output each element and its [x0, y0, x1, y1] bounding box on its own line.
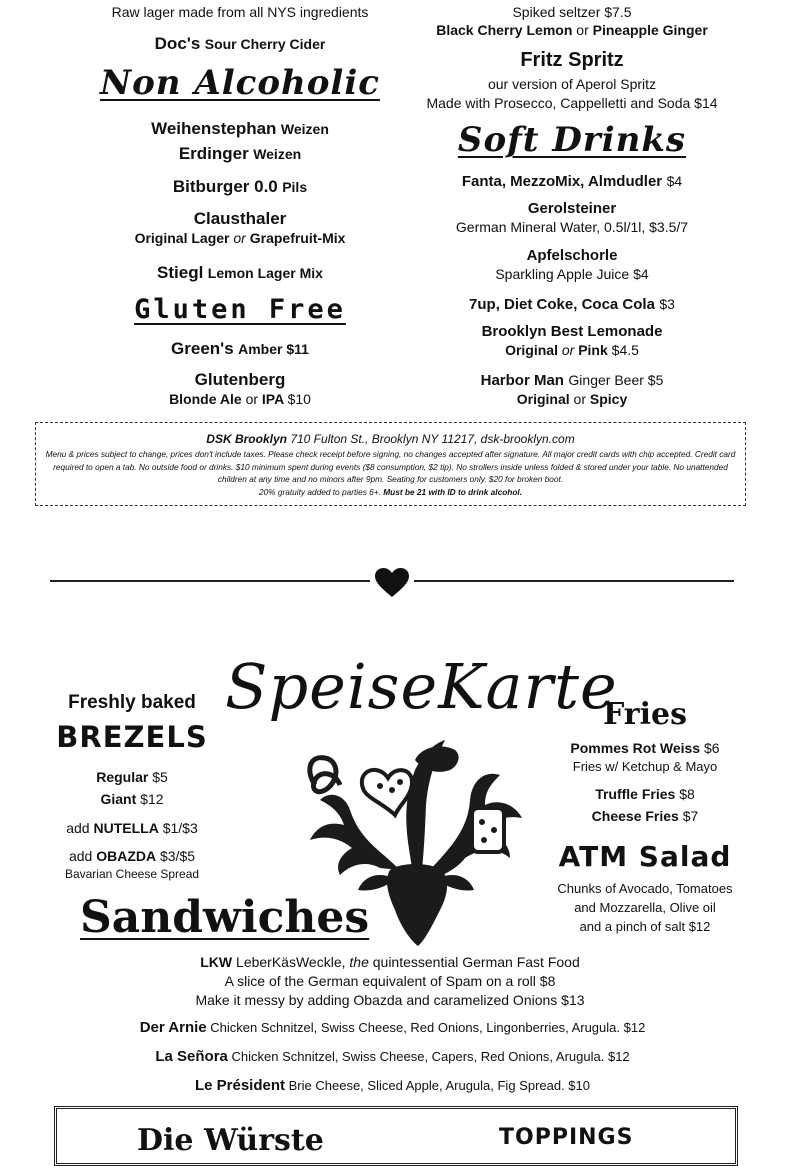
- item-desc: Chicken Schnitzel, Swiss Cheese, Red Onions, Lingonberries, Arugula. $12: [210, 1020, 646, 1035]
- brezels-kicker: Freshly baked: [68, 692, 196, 713]
- fries-heading: Fries: [603, 697, 687, 732]
- item-desc: quintessential German Fast Food: [372, 954, 580, 970]
- salad-line: Chunks of Avocado, Tomatoes: [557, 881, 733, 896]
- lkw-line-2: A slice of the German equivalent of Spam on a roll $8: [224, 973, 556, 989]
- toppings-heading: TOPPINGS: [499, 1125, 634, 1150]
- gratuity-text: 20% gratuity added to parties 6+.: [258, 486, 381, 497]
- item-name: Truffle Fries: [595, 786, 676, 802]
- salad-line: and Mozzarella, Olive oil: [574, 900, 716, 915]
- item-desc: Brie Cheese, Sliced Apple, Arugula, Fig Spread. $10: [288, 1078, 590, 1093]
- item-desc: German Mineral Water, 0.5l/1l, $3.5/7: [455, 219, 689, 235]
- item-desc: Chicken Schnitzel, Swiss Cheese, Capers, Red Onions, Arugula. $12: [231, 1049, 630, 1064]
- notice-text: Menu & prices subject to change, prices don't include taxes. Please check receipt before signing, no changes accepted after signature. All major credit cards with chip accepted. Credit card required to open a tab. No outside food or drinks. $10 minimum spent during events ($8 consumption, $2 tip). No strollers inside unless folded & stored under your table. No unattended children at any time and no minors after 9pm. Seating for customers only. $20 for broken boot.: [45, 449, 736, 484]
- option-b: Spicy: [589, 391, 628, 407]
- notice-header: [36, 432, 745, 446]
- item-options: [372, 390, 772, 408]
- fritz-spritz-name: Fritz Spritz: [520, 49, 624, 71]
- item-name: Bitburger 0.0: [172, 177, 278, 196]
- item-name: Glutenberg: [194, 370, 286, 389]
- divider-left: [50, 580, 370, 582]
- menu-item-pommes: [540, 739, 750, 757]
- seltzer-line: Spiked seltzer $7.5: [512, 4, 632, 20]
- or-label: or: [233, 230, 246, 246]
- item-desc: Weizen: [280, 121, 329, 137]
- flavor-b: Pineapple Ginger: [592, 22, 708, 38]
- item-name: Giant: [100, 791, 137, 807]
- heart-icon: [375, 568, 409, 598]
- item-desc: Weizen: [253, 146, 302, 162]
- notice-box: [35, 422, 746, 506]
- item-name: Le Président: [194, 1077, 286, 1094]
- price: $1/$3: [162, 820, 198, 836]
- item-desc: Sour Cherry Cider: [204, 36, 326, 52]
- brezels-heading: BREZELS: [56, 720, 208, 754]
- item-name: OBAZDA: [96, 848, 157, 864]
- item-desc-emph: the: [349, 954, 369, 970]
- option-a: Original: [516, 391, 570, 407]
- item-name: Stiegl: [157, 263, 204, 282]
- item-desc: Sparkling Apple Juice $4: [495, 266, 649, 282]
- menu-item-lkw: [90, 953, 690, 1010]
- item-name: La Señora: [155, 1048, 228, 1065]
- fritz-desc-2: Made with Prosecco, Cappelletti and Soda $14: [426, 95, 718, 111]
- menu-item-gerolsteiner: [372, 200, 772, 236]
- item-name: 7up, Diet Coke, Coca Cola: [469, 296, 655, 313]
- item-desc: Amber $11: [238, 341, 309, 357]
- item-name: Pommes Rot Weiss: [570, 740, 701, 756]
- divider-right: [414, 580, 734, 582]
- item-name: Der Arnie: [139, 1019, 207, 1036]
- option-b: IPA: [261, 391, 284, 407]
- non-alcoholic-heading: Non Alcoholic: [100, 63, 380, 103]
- item-name: Erdinger: [178, 144, 249, 163]
- salad-desc: [535, 879, 755, 936]
- notice-body: [44, 448, 737, 498]
- price: $4.5: [611, 342, 639, 358]
- item-name: Apfelschorle: [526, 247, 618, 264]
- price: $4: [666, 173, 683, 189]
- price: $7: [682, 808, 699, 824]
- add-label: add: [66, 820, 90, 836]
- price: $6: [703, 740, 720, 756]
- menu-item-harbor-man: [372, 371, 772, 408]
- menu-item-lemonade: [372, 323, 772, 359]
- wurst-box: [54, 1106, 738, 1166]
- salad-line: and a pinch of salt $12: [579, 919, 711, 934]
- add-obazda: [42, 847, 222, 865]
- item-desc: Pils: [282, 179, 308, 195]
- item-desc: Ginger Beer $5: [568, 372, 664, 388]
- item-name: Cheese Fries: [591, 808, 679, 824]
- menu-item-truffle: [540, 785, 750, 803]
- wurst-heading: Die Würste: [137, 1123, 324, 1158]
- item-name: LKW: [200, 954, 233, 970]
- obazda-desc: Bavarian Cheese Spread: [64, 867, 200, 881]
- item-desc: LeberKäsWeckle,: [236, 954, 346, 970]
- menu-item-fanta: [372, 172, 772, 191]
- item-name: Regular: [96, 769, 149, 785]
- item-name: Weihenstephan: [151, 119, 277, 138]
- menu-item-der-arnie: [40, 1019, 745, 1036]
- option-a: Original Lager: [134, 230, 230, 246]
- menu-item-cheese-fries: [540, 807, 750, 825]
- flavor-a: Black Cherry Lemon: [436, 22, 573, 38]
- item-name: Green's: [171, 339, 234, 358]
- fritz-desc-1: our version of Aperol Spritz: [487, 76, 657, 92]
- option-a: Blonde Ale: [169, 391, 242, 407]
- option-b: Grapefruit-Mix: [249, 230, 346, 246]
- item-desc: Lemon Lager Mix: [207, 265, 323, 281]
- or-label: or: [561, 342, 575, 358]
- lkw-line-1: [90, 953, 690, 972]
- menu-item-la-senora: [40, 1048, 745, 1065]
- price: $8: [679, 786, 695, 802]
- menu-item-apfelschorle: [372, 247, 772, 283]
- price: $3: [659, 296, 675, 312]
- price: $10: [287, 391, 311, 407]
- pommes-desc: Fries w/ Ketchup & Mayo: [572, 759, 718, 774]
- or-label: or: [573, 391, 586, 407]
- soft-drinks-heading: Soft Drinks: [457, 120, 687, 160]
- gluten-free-heading: Gluten Free: [134, 294, 346, 325]
- item-name: Fanta, MezzoMix, Almdudler: [461, 173, 663, 190]
- price: $3/$5: [159, 848, 196, 864]
- age-text: Must be 21 with ID to drink alcohol.: [383, 486, 523, 497]
- item-name: Doc's: [154, 34, 201, 53]
- add-nutella: [42, 819, 222, 837]
- seltzer-flavors: [372, 21, 772, 39]
- brand-name: DSK Brooklyn: [206, 432, 287, 446]
- menu-item-7up: [372, 295, 772, 314]
- brezel-regular: [52, 768, 212, 786]
- item-name: Harbor Man: [480, 372, 564, 389]
- or-label: or: [245, 391, 259, 407]
- option-b: Pink: [578, 342, 608, 358]
- item-name: Brooklyn Best Lemonade: [481, 323, 663, 340]
- item-desc: [372, 341, 772, 359]
- item-name: Clausthaler: [193, 209, 287, 228]
- add-label: add: [68, 848, 93, 864]
- or-label: or: [576, 22, 589, 38]
- item-name: Gerolsteiner: [527, 200, 617, 217]
- sandwiches-heading: Sandwiches: [80, 892, 370, 943]
- option-a: Original: [505, 342, 558, 358]
- lager-note: Raw lager made from all NYS ingredients: [111, 4, 369, 20]
- item-name: NUTELLA: [93, 820, 159, 836]
- lkw-line-3: Make it messy by adding Obazda and caramelized Onions $13: [195, 992, 585, 1008]
- brezel-giant: [52, 790, 212, 808]
- menu-item-le-president: [40, 1077, 745, 1094]
- price: $5: [152, 769, 168, 785]
- speisekarte-title: SpeiseKarte: [225, 650, 618, 723]
- price: $12: [140, 791, 164, 807]
- salad-heading: ATM Salad: [558, 840, 732, 873]
- address: 710 Fulton St., Brooklyn NY 11217, dsk-brooklyn.com: [290, 432, 575, 446]
